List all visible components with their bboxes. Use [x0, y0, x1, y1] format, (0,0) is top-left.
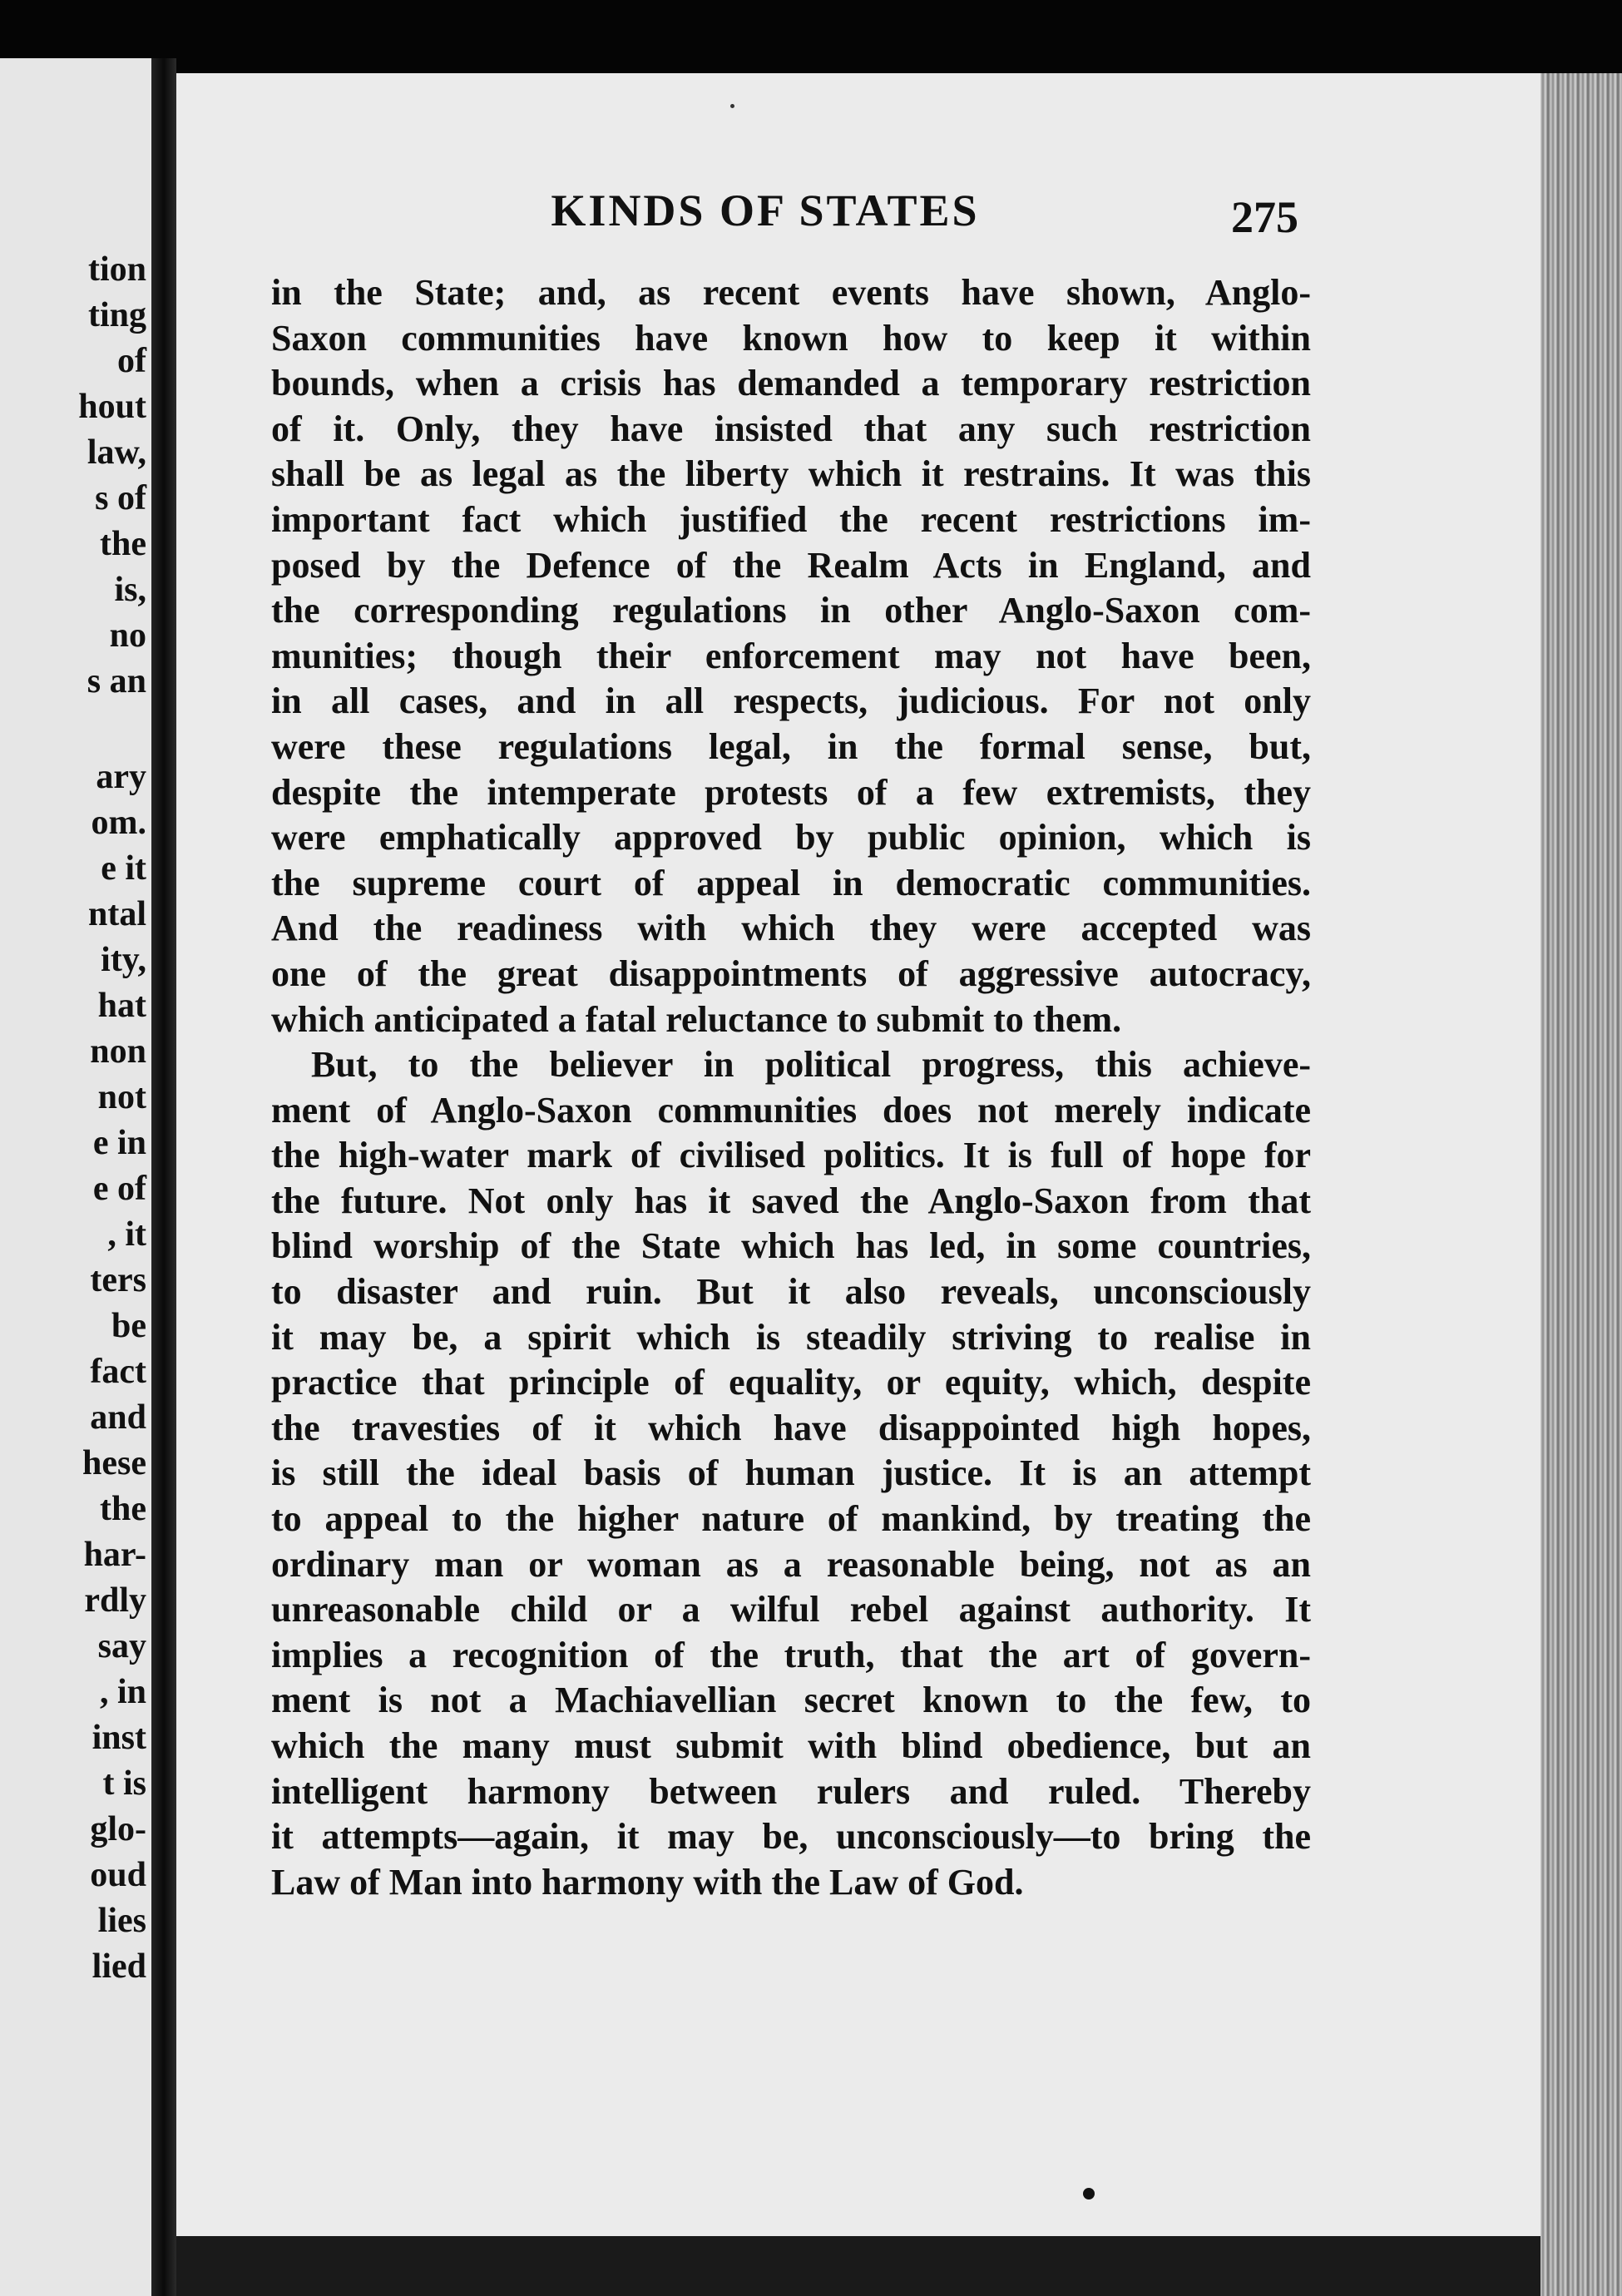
left-page-fragment: be [111, 1307, 146, 1345]
text-line: But, to the believer in political progress, this achieve- [311, 1044, 1311, 1086]
left-page-fragment: t is [102, 1764, 146, 1803]
body-text [271, 270, 1311, 1905]
left-page-fragment: ary [96, 758, 146, 796]
left-page-fragment: lies [97, 1902, 146, 1940]
text-line: which the many must submit with blind obedience, but an [271, 1725, 1311, 1766]
left-page-fragment: of [117, 342, 146, 380]
text-line: Law of Man into harmony with the Law of God. [271, 1861, 1024, 1903]
text-line: bounds, when a crisis has demanded a temporary restriction [271, 363, 1311, 404]
text-line: posed by the Defence of the Realm Acts in England, and [271, 544, 1311, 586]
text-line: were these regulations legal, in the formal sense, but, [271, 725, 1311, 767]
page-edges [1540, 73, 1622, 2296]
left-page-fragment: e of [92, 1170, 146, 1208]
text-line: to disaster and ruin. But it also reveals, unconsciously [271, 1271, 1311, 1313]
left-page-fragment: har- [83, 1536, 146, 1574]
left-page-fragment: inst [91, 1719, 146, 1757]
left-page-fragment: oud [90, 1856, 146, 1894]
left-page-fragment: ters [90, 1261, 146, 1299]
text-line: it attempts—again, it may be, unconsciously—to bring the [271, 1816, 1311, 1858]
left-page-fragment: s of [95, 479, 146, 517]
text-line: the future. Not only has it saved the Anglo-Saxon from that [271, 1180, 1311, 1221]
text-line: the high-water mark of civilised politics. It is full of hope for [271, 1135, 1311, 1176]
text-line: to appeal to the higher nature of mankind, by treating the [271, 1498, 1311, 1540]
text-line: the supreme court of appeal in democratic communities. [271, 862, 1311, 903]
running-head: KINDS OF STATES [551, 186, 980, 235]
left-page-fragment: no [109, 616, 146, 655]
left-page-fragment: fact [90, 1353, 146, 1391]
left-page-fragment: tion [87, 250, 146, 289]
left-page-fragment: e in [92, 1124, 146, 1162]
left-page-fragment: ity, [101, 941, 146, 979]
text-line: in the State; and, as recent events have shown, Anglo- [271, 272, 1311, 313]
text-line: is still the ideal basis of human justice. It is an attempt [271, 1452, 1311, 1494]
left-page-fragment: the [100, 525, 146, 563]
left-facing-page [0, 58, 151, 2296]
left-page-fragment: law, [87, 433, 146, 472]
text-line: munities; though their enforcement may not have been, [271, 635, 1311, 676]
scan-top-border [0, 0, 1622, 73]
left-page-fragment: rdly [84, 1581, 146, 1620]
left-page-fragment: s an [87, 662, 146, 700]
left-page-fragment: om. [91, 804, 146, 842]
left-page-fragment: hese [82, 1444, 146, 1482]
left-page-fragment: the [100, 1490, 146, 1528]
left-page-fragment: hat [97, 987, 146, 1025]
text-line: the corresponding regulations in other Anglo-Saxon com- [271, 590, 1311, 631]
text-line: of it. Only, they have insisted that any such restriction [271, 408, 1311, 449]
left-page-fragment: not [97, 1078, 146, 1116]
text-line: And the readiness with which they were accepted was [271, 908, 1311, 949]
left-page-fragment: lied [91, 1947, 146, 1986]
left-page-fragment: , in [99, 1673, 146, 1711]
left-page-fragment: and [90, 1398, 146, 1437]
text-line: the travesties of it which have disappointed high hopes, [271, 1407, 1311, 1448]
left-page-fragment: ting [87, 296, 146, 334]
left-page-fragment: glo- [90, 1810, 146, 1848]
text-line: ordinary man or woman as a reasonable being, not as an [271, 1543, 1311, 1585]
book-gutter [151, 58, 176, 2296]
text-line: it may be, a spirit which is steadily striving to realise in [271, 1316, 1311, 1358]
text-line: Saxon communities have known how to keep it within [271, 317, 1311, 359]
text-line: despite the intemperate protests of a few extremists, they [271, 771, 1311, 813]
text-line: implies a recognition of the truth, that the art of govern- [271, 1634, 1311, 1675]
text-line: important fact which justified the recent restrictions im- [271, 498, 1311, 540]
text-line: unreasonable child or a wilful rebel against authority. It [271, 1589, 1311, 1630]
text-line: shall be as legal as the liberty which it restrains. It was this [271, 453, 1311, 495]
left-page-fragment: say [97, 1627, 146, 1665]
text-line: ment is not a Machiavellian secret known to the few, to [271, 1680, 1311, 1721]
left-page-fragment: non [90, 1032, 146, 1071]
text-line: which anticipated a fatal reluctance to submit to them. [271, 998, 1122, 1040]
left-page-fragment: ntal [87, 895, 146, 933]
text-line: ment of Anglo-Saxon communities does not merely indicate [271, 1089, 1311, 1131]
ink-speck [730, 104, 734, 108]
left-page-fragment: , it [107, 1215, 146, 1254]
ink-dot [1083, 2188, 1095, 2200]
text-line: practice that principle of equality, or equity, which, despite [271, 1362, 1311, 1403]
text-line: were emphatically approved by public opinion, which is [271, 817, 1311, 859]
text-line: intelligent harmony between rulers and ruled. Thereby [271, 1770, 1311, 1812]
page-number: 275 [1231, 192, 1298, 242]
left-page-fragment: e it [101, 849, 146, 888]
left-page-fragment: hout [78, 388, 146, 426]
text-line: blind worship of the State which has led, in some countries, [271, 1225, 1311, 1267]
text-line: one of the great disappointments of aggressive autocracy, [271, 953, 1311, 994]
scan-bottom-border [176, 2236, 1540, 2296]
text-line: in all cases, and in all respects, judicious. For not only [271, 680, 1311, 722]
left-page-fragment: is, [114, 571, 146, 609]
